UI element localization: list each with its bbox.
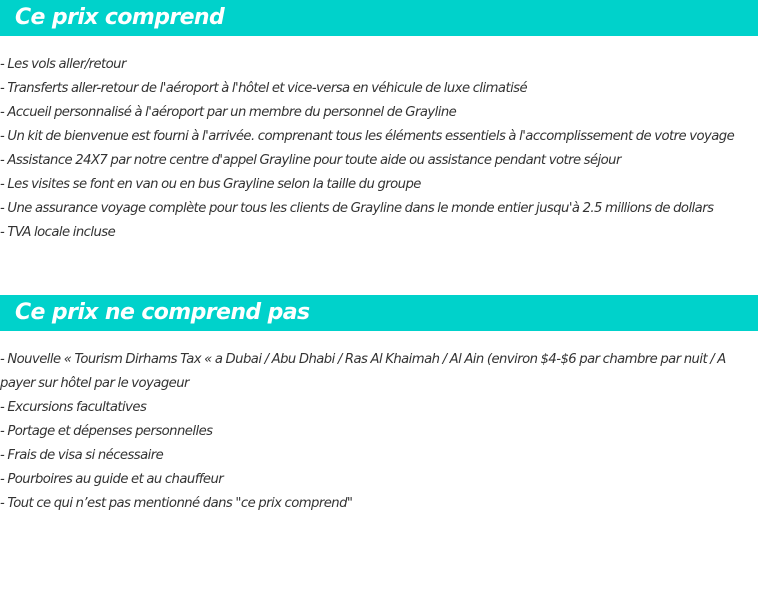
excluded-item: - Portage et dépenses personnelles [0, 424, 213, 439]
included-item: - TVA locale incluse [0, 225, 116, 240]
included-item: - Une assurance voyage complète pour tous les clients de Grayline dans le monde entier jusqu'à 2.5 millions de dollars [0, 201, 714, 216]
included-section-title: Ce prix comprend [0, 0, 758, 36]
excluded-items-list [0, 348, 758, 516]
excluded-item: - Nouvelle « Tourism Dirhams Tax « a Dubai / Abu Dhabi / Ras Al Khaimah / Al Ain (environ $4-$6 par chambre par nuit / A payer sur hôtel par le voyageur [0, 352, 726, 391]
excluded-item: - Frais de visa si nécessaire [0, 448, 164, 463]
included-item: - Assistance 24X7 par notre centre d'appel Grayline pour toute aide ou assistance pendant votre séjour [0, 153, 621, 168]
included-item: - Accueil personnalisé à l'aéroport par un membre du personnel de Grayline [0, 105, 457, 120]
included-item: - Les vols aller/retour [0, 57, 126, 72]
included-item: - Transferts aller-retour de l'aéroport à l'hôtel et vice-versa en véhicule de luxe climatisé [0, 81, 528, 96]
included-items-list [0, 53, 758, 245]
excluded-item: - Pourboires au guide et au chauffeur [0, 472, 224, 487]
excluded-section-title: Ce prix ne comprend pas [0, 295, 758, 331]
excluded-item: - Excursions facultatives [0, 400, 147, 415]
excluded-item: - Tout ce qui n’est pas mentionné dans "ce prix comprend" [0, 496, 353, 511]
included-item: - Un kit de bienvenue est fourni à l'arrivée. comprenant tous les éléments essentiels à l'accomplissement de votre voyage [0, 129, 735, 144]
included-item: - Les visites se font en van ou en bus Grayline selon la taille du groupe [0, 177, 421, 192]
